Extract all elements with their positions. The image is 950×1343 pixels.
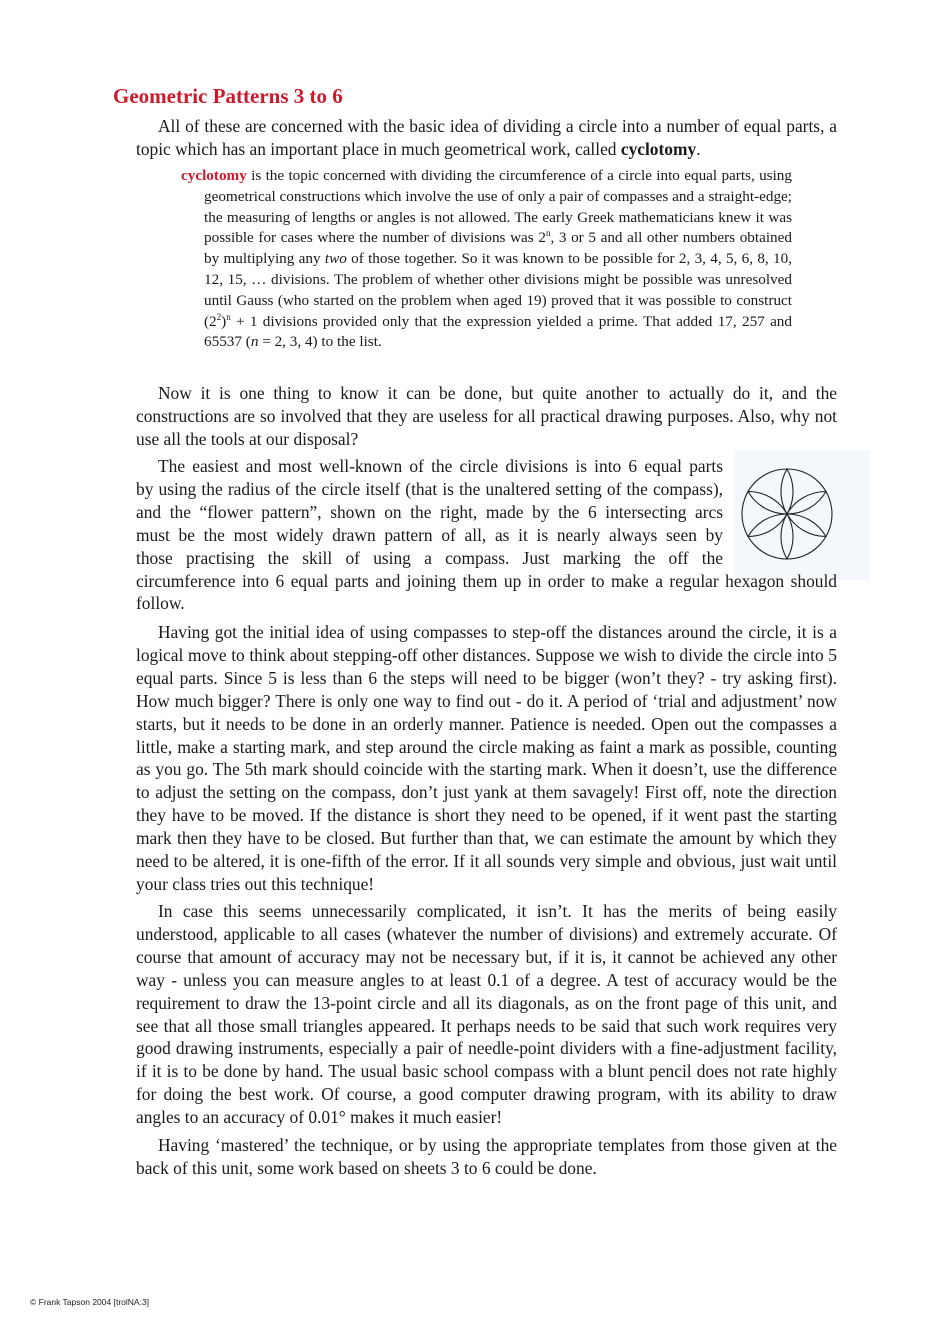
definition-text: of those together. So it was known to be possible for 2, 3, 4, 5, 6, 8, 10, 12, 15, … divisions. The problem of whether other divisions might be possible was unresolved until Gauss (who started on the problem when aged 19) proved that it was possible to construct (2: [204, 250, 792, 330]
copyright-footer: © Frank Tapson 2004 [trolNA:3]: [30, 1297, 150, 1307]
intro-text-2: .: [696, 138, 701, 159]
paragraph-3-line: must be the most widely drawn pattern of all, as it is nearly always seen by: [136, 524, 723, 545]
paragraph-4: Having got the initial idea of using compasses to step-off the distances around the circle, it is a logical move to think about stepping-off other distances. Suppose we wish to divide the circle into 5 equal parts. Since 5 is less than 6 the steps will need to be bigger (won’t they? - try asking first). How much bigger? There is only one way to find out - do it. A period of ‘trial and adjustment’ now starts, but it needs to be done in an orderly manner. Patience is needed. Open out the compasses a little, make a starting mark, and step around the circle making as faint a mark as possible, counting as you go. The 5th mark should coincide with the starting mark. When it doesn’t, use the difference to adjust the setting on the compass, don’t just yank at them savagely! First off, note the direction they have to be moved. If the distance is short they need to be opened, if it went past the starting mark then they have to be closed. But further than that, we can estimate the amount by which they need to be altered, it is one-fifth of the error. If it all sounds very simple and obvious, just wait until your class tries out this technique!: [136, 622, 837, 894]
intro-text-1: All of these are concerned with the basic idea of dividing a circle into a number of equal parts, a topic which has an important place in much geometrical work, called: [136, 116, 837, 159]
definition-text: = 2, 3, 4) to the list.: [258, 333, 382, 351]
page-title: Geometric Patterns 3 to 6: [113, 84, 343, 108]
paragraph-6: Having ‘mastered’ the technique, or by using the appropriate templates from those given at the back of this unit, some work based on sheets 3 to 6 could be done.: [136, 1135, 837, 1178]
superscript: n: [545, 228, 551, 239]
paragraph-3-line: by using the radius of the circle itself (that is the unaltered setting of the compass),: [136, 478, 723, 499]
paragraph-5: In case this seems unnecessarily complicated, it isn’t. It has the merits of being easily understood, applicable to all cases (whatever the number of divisions) and extremely accurate. Of course that amount of accuracy may not be necessary but, if it is, it cannot be achieved any other way - unless you can measure angles to at least 0.1 of a degree. A test of accuracy would be the requirement to draw the 13-point circle and all its diagonals, as on the front page of this unit, and see that all those small triangles appeared. It perhaps needs to be said that such work requires very good drawing instruments, especially a pair of needle-point dividers with a fine-adjustment facility, if it is to be done by hand. The usual basic school compass with a blunt pencil does not rate highly for doing the best work. Of course, a good computer drawing program, with its ability to draw angles to an accuracy of 0.01° makes it much easier!: [136, 901, 837, 1128]
paragraph-3-rest: circumference into 6 equal parts and joining them up in order to make a regular hexagon should follow.: [136, 570, 837, 614]
paragraph-3-line: The easiest and most well-known of the circle divisions is into 6 equal parts: [158, 456, 723, 476]
paragraph-3-line: and the “flower pattern”, shown on the right, made by the 6 intersecting arcs: [136, 501, 723, 522]
definition-term: cyclotomy: [181, 167, 247, 184]
intro-paragraph: [136, 115, 837, 161]
italic-text: n: [250, 333, 259, 351]
intro-bold-term: cyclotomy: [620, 138, 697, 159]
paragraph-3-line: those practising the skill of using a compass. Just marking the off the: [136, 547, 723, 568]
definition-text: , 3 or 5 and all other numbers obtained by multiplying any: [204, 229, 792, 268]
superscript: n: [226, 311, 231, 322]
definition-text: ): [221, 312, 227, 330]
definition-text: + 1 divisions provided only that the expression yielded a prime. That added 17, 257 and 65537 (: [204, 312, 792, 351]
definition-block: [181, 166, 792, 353]
definition-text: is the topic concerned with dividing the circumference of a circle into equal parts, using geometrical constructions which involve the use of only a pair of compasses and a straight-edge; the measuring of lengths or angles is not allowed. The early Greek mathematicians knew it was possible for cases where the number of divisions was 2: [204, 167, 792, 247]
paragraph-2: Now it is one thing to know it can be done, but quite another to actually do it, and the constructions are so involved that they are useless for all practical drawing purposes. Also, why not use all the tools at our disposal?: [136, 383, 837, 449]
italic-text: two: [324, 250, 347, 268]
paragraph-3: [136, 455, 837, 615]
superscript: 2: [216, 311, 222, 322]
